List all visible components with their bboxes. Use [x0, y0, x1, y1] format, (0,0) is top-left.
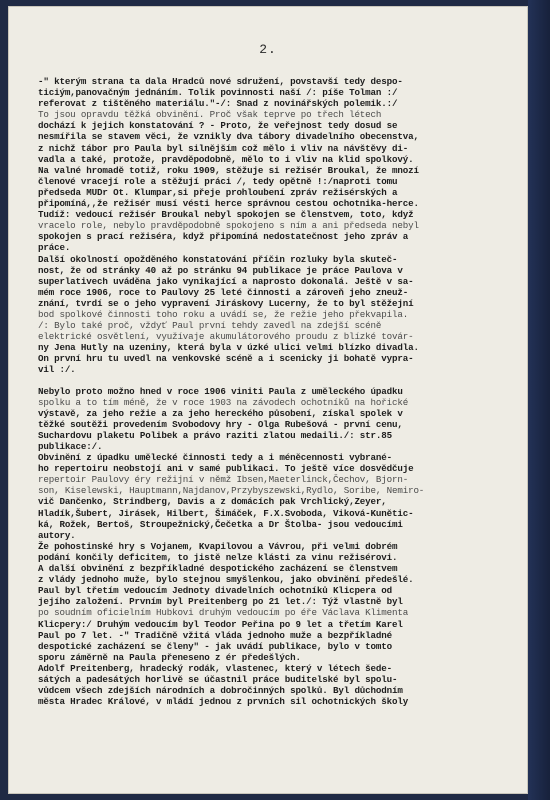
text-line: sátých a padesátých horlivě se účastnil práce buditelské byl spolu-	[38, 673, 398, 685]
text-line: spokojen s prací režiséra, když připomíná nedostatečnost jeho zpráv a	[38, 231, 409, 243]
text-line: podání končily deficitem, to jistě nelze klásti za vinu režisérovi.	[38, 551, 398, 563]
text-line: těžké soutěži provedením Svobodovy hry - Olga Rubešová - první cenu,	[38, 418, 403, 430]
text-line: nesmířila se stavem věci, že vznikly dva tábory divadelního obecenstva,	[38, 131, 419, 143]
binding-strip	[528, 0, 550, 800]
text-line: bod spolkové činnosti toho roku a uvádí se, že režie jeho překvapila.	[38, 308, 409, 320]
text-line: Obvinění z úpadku umělecké činnosti tedy a i méněcennosti vybrané-	[38, 452, 392, 464]
text-line: připomíná,,že režisér musí vésti herce správnou cestou ochotnika-herce.	[38, 198, 419, 210]
text-line: ny Jena Hutly na uzeniny, která byla v úzké ulici velmi blízko divadla.	[38, 342, 419, 354]
text-line: města Hradec Králové, v mládí jednou z prvních sil ochotnických školy	[38, 696, 409, 708]
text-line: son, Kiselewski, Hauptmann,Najdanov,Przybyszewski,Rydlo, Soribe, Nemiro-	[38, 485, 425, 497]
text-line: spolku a to tím méně, že v roce 1903 na závodech ochotníků na hořické	[38, 396, 409, 408]
text-line: vil :/.	[38, 364, 76, 376]
text-line: Na valné hromadě totiž, roku 1909, stěžuje si režisér Broukal, že mnozí	[38, 164, 419, 176]
text-line: Paul byl třetím vedoucím Jednoty divadelních ochotníků Klicpera od	[38, 585, 392, 597]
text-line: z vlády jednoho muže, bylo stejnou smyšlenkou, jako obvinění předešlé.	[38, 574, 414, 586]
text-line: výstavě, za jeho režie a za jeho hereckého působení, získal spolek v	[38, 407, 403, 419]
page-number: 2.	[259, 42, 277, 57]
document-page	[8, 6, 528, 794]
text-line: sporu záměrně na Paula přeneseno z ér předešlých.	[38, 651, 301, 663]
text-line: /: Bylo také proč, vždyť Paul první tehdy zavedl na zdejší scéně	[38, 320, 382, 332]
text-line: nost, že od stránky 40 až po stránku 94 publikace je práce Paulova v	[38, 264, 403, 276]
text-line: vadla a také, protože, pravděpodobně, mělo to i vliv na klid spolkový.	[38, 153, 414, 165]
text-line: z nichž tábor pro Paula byl silnějším což mělo i vliv na návštěvy di-	[38, 142, 409, 154]
text-line: práce.	[38, 242, 71, 254]
text-line: vracelo role, nebylo pravděpodobně spokojeno s ním a ani předseda nebyl	[38, 220, 419, 232]
text-line: znání, tvrdí se o jeho vypravení Jiráskovy Lucerny, že to byl stěžejní	[38, 297, 414, 309]
text-line: jejího založení. Prvním byl Preitenberg po 21 let./: Týž vlastně byl	[38, 596, 403, 608]
text-line: superlativech uváděna jako vynikající a naprosto dokonalá. Ještě v sa-	[38, 275, 414, 287]
text-line: Další okolností opožděného konstatování příčin rozluky byla skuteč-	[38, 253, 398, 265]
text-line: vič Dančenko, Strindberg, Davis a z domácích pak Vrchlický,Zeyer,	[38, 496, 387, 508]
text-line: ho repertoiru neobstojí ani v samé publikaci. To ještě více dosvědčuje	[38, 463, 414, 475]
text-line: předseda MUDr Ot. Klumpar,si přeje prohloubení zpráv režisérských a	[38, 186, 398, 198]
text-line: To jsou opravdu těžká obvinění. Proč však teprve po třech létech	[38, 109, 382, 121]
typewritten-text	[38, 76, 512, 707]
text-line: Hladík,Šubert, Jirásek, Hilbert, Šimáček, F.X.Svoboda, Viková-Kunětic-	[38, 507, 414, 519]
text-line: ká, Rožek, Bertoš, Stroupežnický,Čečetka a Dr Štolba- jsou vedoucími	[38, 518, 403, 530]
text-line: -" kterým strana ta dala Hradců nové sdružení, povstavší tedy despo-	[38, 76, 403, 87]
text-line: ticiým,panovačným jednáním. Tolik povinnosti naší /: píše Tolman :/	[38, 87, 398, 99]
text-line: členové vracejí role a stěžují práci /, tedy opětně !:/naproti tomu	[38, 175, 398, 187]
text-line: despotické zacházení se členy" - jak uvádí publikace, bylo v tomto	[38, 640, 392, 652]
text-line: Tudíž: vedoucí režisér Broukal nebyl spokojen se členstvem, toto, když	[38, 209, 414, 221]
text-line: Že pohostinské hry s Vojanem, Kvapilovou a Vávrou, při velmi dobrém	[38, 540, 398, 552]
text-line: vůdcem všech zdejších národních a dobročinných spolků. Byl důchodním	[38, 685, 403, 697]
text-line: repertoir Paulovy éry režijní v němž Ibsen,Maeterlinck,Čechov, Bjorn-	[38, 474, 409, 486]
text-line: Suchardovu plaketu Polibek a právo raziti zlatou medaili./: str.85	[38, 429, 392, 441]
text-line: elektrické osvětlení, využívaje akumulátorového proudu z blízké továr-	[38, 331, 414, 343]
paragraph-gap	[38, 376, 512, 386]
text-line: On první hru tu uvedl na venkovské scéně a i scenicky ji bohatě vypra-	[38, 353, 414, 365]
text-line: autory.	[38, 529, 76, 541]
text-line: A další obvinění z bezpříkladné despotického zacházení se členstvem	[38, 563, 398, 575]
text-line: dochází k jejich konstatování ? - Proto, že veřejnost tedy dosud se	[38, 120, 398, 132]
text-line: Paul po 7 let. -" Tradičně vžitá vláda jednoho muže a bezpříkladné	[38, 629, 392, 641]
text-line: Adolf Preitenberg, hradecký rodák, vlastenec, který v létech šede-	[38, 662, 392, 674]
text-line: po soudním oficielním Hubkovi druhým vedoucím po éře Václava Klimenta	[38, 607, 409, 619]
text-line: referovat z tištěného materiálu."-/: Snad z novinářských polemik.:/	[38, 98, 398, 110]
text-line: Nebylo proto možno hned v roce 1906 viniti Paula z uměleckého úpadku	[38, 385, 403, 397]
text-line: Klicpery:/ Druhým vedoucím byl Teodor Peřina po 9 let a třetím Karel	[38, 618, 403, 630]
text-line: mém roce 1906, roce to Paulovy 25 leté činnosti a zároveň jeho zneuž-	[38, 286, 409, 298]
text-line: publikace:/.	[38, 441, 103, 452]
